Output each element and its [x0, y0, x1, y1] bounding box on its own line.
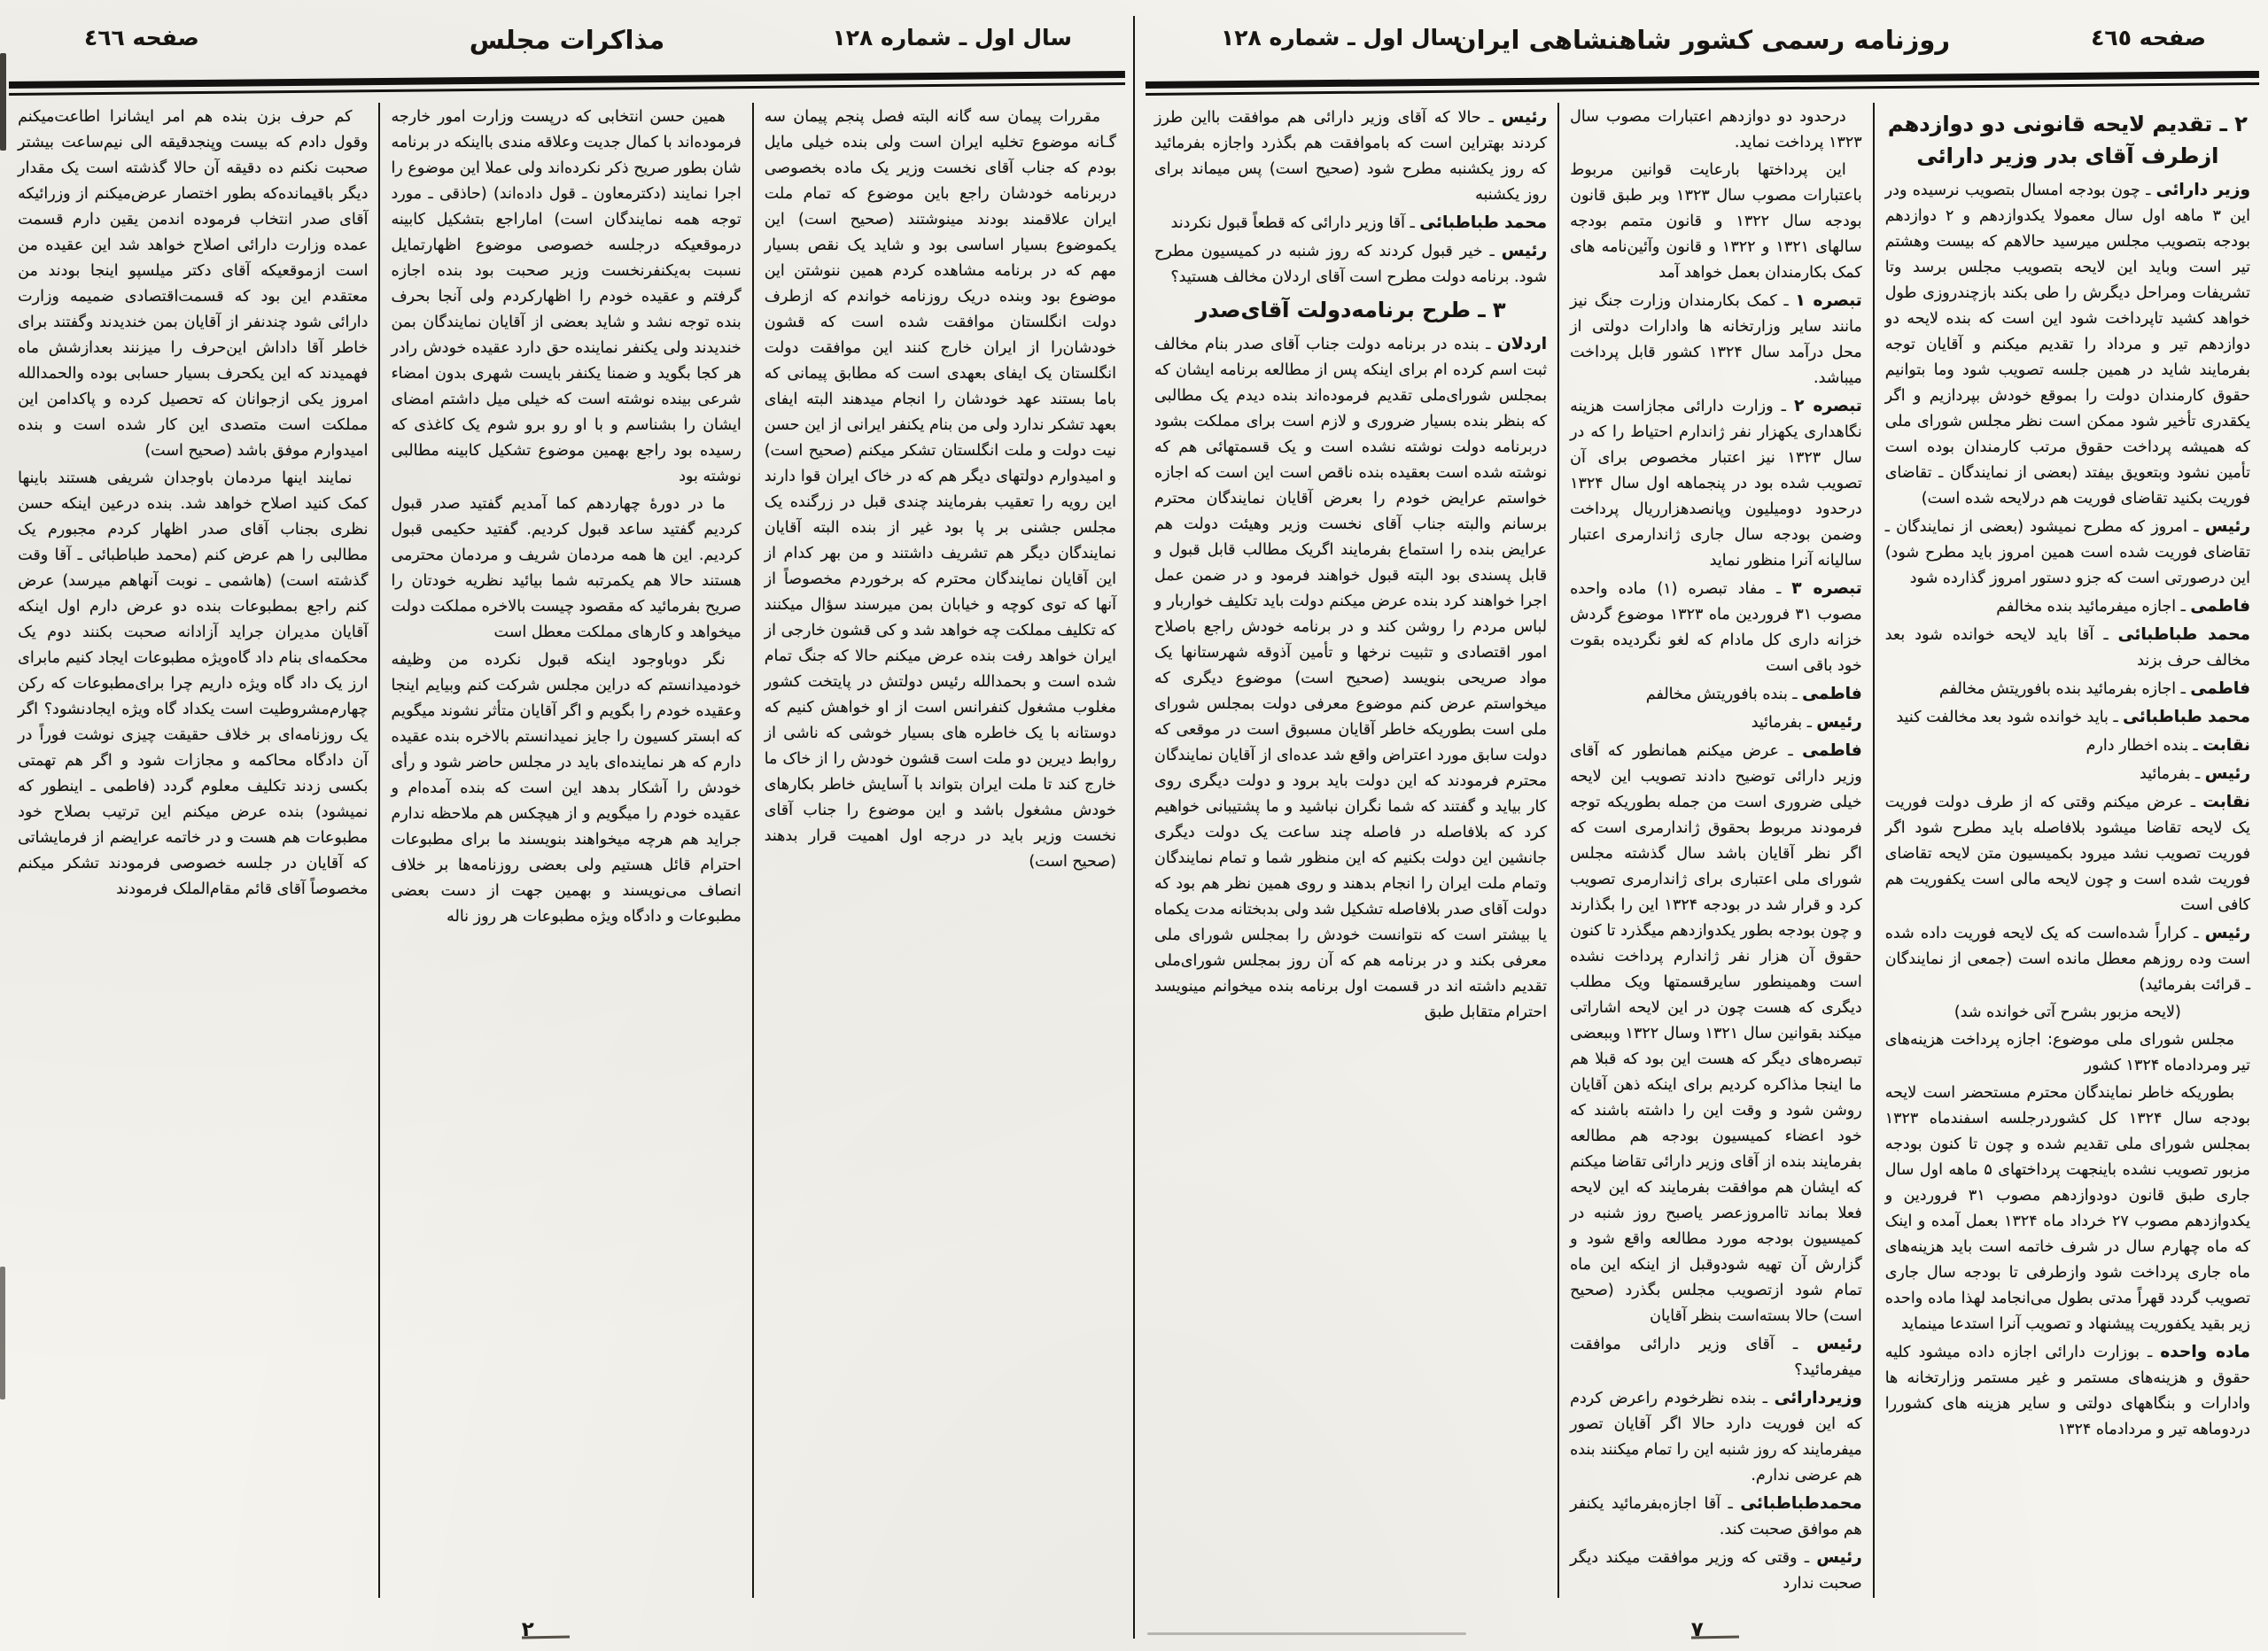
speech-block: رئیس ـ خیر قبول کردند که روز شنبه در کمیسیون مطرح شود. برنامه دولت مطرح است آقای اردلان مخالف هستید؟ — [1154, 242, 1548, 286]
speech-block: رئیس ـ وقتی که وزیر موافقت میکند دیگر صحبت ندارد — [1570, 1548, 1862, 1593]
speaker-name: تبصره ۳ — [1791, 579, 1862, 598]
paragraph: مجلس شورای ملی موضوع: اجازه پرداخت هزینه‌های تیر ومردادماه ۱۳۲۴ کشور — [1884, 1031, 2250, 1074]
speaker-name: تبصره ۲ — [1794, 397, 1862, 415]
speaker-name: رئیس — [1816, 1335, 1862, 1353]
speech-block: تبصره ۳ ـ مفاد تبصره (۱) ماده واحده مصوب ۳۱ فروردین ماه ۱۳۲۳ موضوع گردش خزانه داری کل مادام که لغو نگردیده بقوت خود باقی است — [1570, 579, 1862, 675]
paragraph: همین حسن انتخابی که درپست وزارت امور خارجه فرموده‌اند با کمال جدیت وعلاقه مندی بااینکه در برنامه شان بطور صریح ذکر نکرده‌اند ولی عملا این موضوع را اجرا نمایند (دکترمعاون ـ قول داده‌اند) (حاذقی ـ مورد توجه همه نمایندگان است) اماراجع بتشکیل کابینه درموقعیکه درجلسه خصوصی موضوع اظهارتمایل نسبت به‌یکنفرنخست وزیر صحبت بود بنده اجازه گرفتم و عقیده خودم را اظهارکردم ولی آنجا بحرف بنده توجه نشد و شاید بعضی از آقایان نمایندگان بمن خندیدند ولی یکنفر نماینده حق دارد عقیده خودش رادر هر کجا بگوید و ضمنا یکنفر بایست شهری بدون امضاء شرعی بینده نوشته است که خیلی میل داشتم امضای ایشان را بشناسم و با او رو برو شوم یک کاغذی که رسیده بود راجع بهمین موضوع تشکیل کابینه مطالبی نوشته بود — [391, 108, 742, 485]
column-left — [7, 103, 380, 1598]
section-heading: ۲ ـ تقدیم لایحه قانونی دو دوازدهم ازطرف آقای بدر وزیر دارائی — [1887, 112, 2248, 168]
section-heading: ۳ ـ طرح برنامه‌دولت آقای‌صدر — [1195, 298, 1506, 322]
page-number: صفحه ٤٦٦ — [84, 25, 199, 50]
speech-block: وزیر دارائی ـ چون بودجه امسال بتصویب نرسیده ودر این ۳ ماهه اول سال معمولا یکدوازدهم و ۲ دوازدهم بودجه بتصویب مجلس میرسید حالاهم که بیست وهشتم تیر است وباید این لایحه بتصویب مجلس برسد وتا تشریفات ومراحل دیگرش را طی بکند بازچندروزی طول خواهد کشید تاپرداخت شود این است که بنده لایحه دو دوازدهم تیر و مرداد را تقدیم میکنم و آقایان توجه بفرمایند شاید در همین جلسه تصویب شود وما بتوانیم حقوق کارمندان دولت را بموقع خودش بپردازیم و اگر یکقدری تأخیر شود ممکن است نظر مجلس شورای ملی که همیشه پرداخت حقوق مرتب کارمندان بوده است تأمین نشود وبتعویق بیفتد (بعضی از نمایندگان ـ تقاضای فوریت بکنید تقاضای فوریت هم درلایحه شده است) — [1884, 181, 2250, 508]
speaker-name: اردلان — [1497, 335, 1548, 353]
paragraph: مقررات پیمان سه گانه البته فصل پنجم پیمان سه گـانه موضوع تخلیه ایران است ولی بنده خیلی مایل بودم که جناب آقای نخست وزیر یک ماده بخصوصی دربرنامه خودشان راجع باین موضوع که تمام ملت ایران علاقمند بودند مینوشتند (صحیح است) این یکموضوع بسیار اساسی بود و شاید یک نقص بسیار مهم که در برنامه مشاهده کردم همین ننوشتن این موضوع بود وبنده دریک روزنامه خواندم که ازطرف دولت انگلستان موافقت شده است که قشون خودشان‌را از ایران خارج کنند این موافقت دولت انگلستان یک ایفای بعهدی است که مطابق پیمانی که باما بستند عهد خودشان را انجام میدهند البته ایفای بعهد تشکر ندارد ولی من بنام یکنفر ایرانی از این حسن نیت دولت و ملت انگلستان تشکر میکنم (صحیح است) و امیدوارم دولتهای دیگر هم که در خاک ایران قوا دارند این رویه را تعقیب بفرمایند چندی قبل در زرگنده یک مجلس جشنی بر پا بود غیر از بنده البته آقایان نمایندگان دیگر هم تشریف داشتند و من بهر کدام از این آقایان نمایندگان محترم که برخوردم مخصوصاً از آنها که توی کوچه و خیابان بمن میرسند سؤال میکنند که تکلیف مملکت چه خواهد شد و کی قشون خارجی از ایران خواهد رفت بنده عرض میکنم حالا که جنگ تمام شده است و بحمدالله رئیس دولتش در پایتخت کشور مغلوب مشغول کنفرانس است از او خواهش کنیم که دوستانه با یک خاطره های بسیار خوشی که ناشی از روابط دیرین دو ملت است قشون خودش را از خاک ما خارج کند تا ملت ایران بتواند با آسایش خاطر بکارهای خودش مشغول باشد و این موضوع را جناب آقای نخست وزیر باید در درجه اول اهمیت قرار بدهند (صحیح است) — [764, 108, 1116, 871]
speech-block: محمدطباطبائی ـ آقا اجازه‌بفرمائید یکنفر هم موافق صحبت کند. — [1570, 1494, 1862, 1539]
speech-block: تبصره ۲ ـ وزارت دارائی مجازاست هزینه نگاهداری یکهزار نفر ژاندارم احتیاط را که در سال ۱۳۲۳ نیز اعتبار مخصوص برای آن تصویب شده بود در پنجماهه اول سال ۱۳۲۴ درحدود دومیلیون وپانصدهزارریال پرداخت وضمن بودجه سال جاری ژاندارمری اعتبار سالیانه آنرا منظور نماید — [1570, 397, 1862, 570]
speaker-name: نقابت — [2202, 793, 2250, 811]
speech-block: محمد طباطبائی ـ باید خوانده شود بعد مخالفت کنید — [1896, 708, 2250, 726]
speaker-name: رئیس — [2204, 764, 2250, 783]
proceedings-title: مذاکرات مجلس — [469, 25, 665, 55]
scan-artifact — [0, 1267, 5, 1399]
column-middle — [380, 103, 753, 1598]
paragraph: ما در دورهٔ چهاردهم کما آمدیم گفتید صدر قبول کردیم گفتید ساعد قبول کردیم. گفتید حکیمی قبول کردیم. این ها همه مردمان شریف و مردمان محترمی هستند حالا هم یکمرتبه شما بیائید نظریه خودتان را صریح بفرمائید که مقصود چیست بالاخره مملکت دولت میخواهد و کارهای مملکت معطل است — [391, 495, 742, 641]
speaker-name: محمد طباطبائی — [2117, 625, 2250, 644]
page-466-columns — [7, 103, 1127, 1598]
speech-block: نقابت ـ عرض میکنم وقتی که از طرف دولت فوریت یک لایحه تقاضا میشود بلافاصله باید مطرح شود اگر فوریت تصویب نشد میرود بکمیسیون متن لایحه تقاضای فوریت شده است و چون لایحه مالی است یکفوریت هم کافی است — [1884, 793, 2250, 914]
speech-block: اردلان ـ بنده در برنامه دولت جناب آقای صدر بنام مخالف ثبت اسم کرده ام برای اینکه پس از مطالعه برنامه ایشان که بمجلس شورای‌ملی تقدیم فرموده‌اند بنده دیدم یک مطالبی که بنظر بنده بسیار ضروری و لازم است برای مملکت بشود دربرنامه دولت نوشته نشده است و یک قسمتهائی هم که نوشته شده است بعقیده بنده ناقص است این است که اجازه خواستم عرایض خودم را بعرض آقایان نمایندگان محترم برسانم والبته جناب آقای نخست وزیر وهیئت دولت هم عرایض بنده را استماع بفرمایند اگریک مطالب قابل قبول و قابل پسندی بود البته قبول خواهند فرمود و در ضمن عمل اجرا خواهند کرد بنده عرض میکنم دولت باید تکلیف خواربار و لباس مردم را روشن کند و در برنامه خودش راجع باصلاح امور اقتصادی و تثبیت نرخها و تأمین آذوقه شهرستانها یک مواد صریحی بنویسد (صحیح است) موضوع دیگری که میخواستم عرض کنم موضوع معرفی دولت بمجلس شورای ملی است بطوریکه خاطر آقایان مسبوق است در موقعی که دولت سابق مورد اعتراض واقع شد عده‌ای از آقایان نمایندگان محترم فرمودند که این دولت باید برود و دولت دیگری روی کار بیاید و گفتند که شما نگران نباشید و ما پشتیبانی خواهیم کرد که بلافاصله در فاصله چند ساعت یک دولت دیگری جانشین این دولت بکنیم که این منظور شما و تمام نمایندگان وتمام ملت ایران را انجام بدهند و روی همین نظر هم بود که دولت آقای صدر بلافاصله تشکیل شد ولی بدبختانه مدت یکماه یا بیشتر است که نتوانست خودش را بمجلس شورای ملی معرفی بکند و در برنامه هم که آن روز بمجلس شورای‌ملی تقدیم داشته اند در قسمت اول برنامه بنده میخوانم مینویسد احترام متقابل طبق — [1154, 335, 1548, 1021]
page-465 — [1137, 0, 2268, 1651]
speech-block: فاطمی ـ بنده بافوریتش مخالفم — [1645, 685, 1862, 703]
speech-block: تبصره ۱ ـ کمک بکارمندان وزارت جنگ نیز مانند سایر وزارتخانه ها وادارات دولتی از محل درآمد سال ۱۳۲۴ کشور قابل پرداخت میباشد. — [1570, 291, 1862, 387]
signature-mark: ۷ — [1690, 1618, 1704, 1641]
column-right — [1875, 103, 2261, 1598]
speech-block: فاطمی ـ عرض میکنم همانطور که آقای وزیر دارائی توضیح دادند تصویب این لایحه خیلی ضروری است من جمله بطوریکه توجه فرمودند مربوط بحقوق ژاندارمری است که اگر نظر آقایان باشد سال گذشته مجلس شورای ملی اعتباری برای ژاندارمری تصویب کرد و قرار شد در بودجه ۱۳۲۴ این را بگذارند و چون بودجه بطور یکدوازدهم میگذرد تا کنون حقوق آن هزار نفر ژاندارم پرداخت نشده است وهمینطور سایرقسمتها ویک مطلب دیگری که هست چون در این لایحه اشاراتی میکند بقوانین سال ۱۳۲۱ وسال ۱۳۲۲ وببعضی تبصره‌های دیگر که هست این بود که قبلا هم ما اینجا مذاکره کردیم برای اینکه ذهن آقایان روشن شود و وقت این را داشته باشند که خود اعضاء کمیسیون بودجه هم مطالعه بفرمایند بنده از آقای وزیر دارائی تقاضا میکنم که ایشان هم موافقت بفرمایند که این لایحه فعلا بماند تاامروزعصر یاصبح روز شنبه در کمیسیون بودجه مورد مطالعه واقع شود و گزارش آن تهیه شودوقبل از اینکه این ماه تمام شود ازتصویب مجلس بگذرد (صحیح است) حالا بسته‌است بنظر آقایان — [1570, 741, 1862, 1325]
speaker-name: محمد طباطبائی — [1419, 213, 1548, 232]
speaker-name: رئیس — [1501, 108, 1548, 127]
issue-label: سال اول ـ شماره ۱۲۸ — [832, 25, 1072, 50]
speech-block: فاطمی ـ اجازه بفرمائید بنده بافوریتش مخالفم — [1938, 679, 2250, 698]
speaker-name: فاطمی — [2190, 679, 2250, 698]
speaker-name: رئیس — [2204, 924, 2250, 942]
speaker-name: نقابت — [2202, 736, 2250, 755]
speech-block: فاطمی ـ اجازه میفرمائید بنده مخالفم — [1996, 597, 2250, 616]
speech-block: رئیس ـ آقای وزیر دارائی موافقت میفرمائید؟ — [1570, 1335, 1862, 1379]
gazette-title: روزنامه رسمی کشور شاهنشاهی ایران — [1454, 25, 1951, 55]
scan-artifact — [1147, 1632, 1466, 1635]
issue-label: سال اول ـ شماره ۱۲۸ — [1221, 25, 1461, 50]
paragraph: درحدود دو دوازدهم اعتبارات مصوب سال ۱۳۲۳ پرداخت نماید. — [1570, 108, 1862, 151]
speech-block: رئیس ـ بفرمائید — [1751, 713, 1862, 732]
speaker-name: فاطمی — [2190, 597, 2250, 616]
paragraph: بطوریکه خاطر نمایندگان محترم مستحضر است لایحه بودجه سال ۱۳۲۴ کل کشوردرجلسه اسفندماه ۱۳۲۳ بمجلس شورای ملی تقدیم شده و چون تا کنون بودجه مزبور تصویب نشده باینجهت پرداختهای ۵ ماهه اول سال جاری طبق قانون دودوازدهم مصوب ۳۱ فروردین و یکدوازدهم مصوب ۲۷ خرداد ماه ۱۳۲۴ بعمل آمده و اینک که ماه چهارم سال در شرف خاتمه است باید هزینه‌های ماه جاری پرداخت شود وازطرفی تا بودجه سال جاری تصویب گردد قهراً مدتی بطول می‌انجامد لهذا ماده واحده زیر بقید یکفوریت پیشنهاد و تصویب آنرا استدعا مینماید — [1884, 1084, 2251, 1333]
paragraph: نمایند اینها مردمان باوجدان شریفی هستند باینها کمک کنید اصلاح خواهد شد. بنده درعین اینکه حسن نظری بجناب آقای صدر اظهار کردم مجبورم یک مطالبی را هم عرض کنم (محمد طباطبائی ـ آقا وقت گذشته است) (هاشمی ـ نوبت آنهاهم میرسد) عرض کنم راجع بمطبوعات بنده دو عرض دارم اول اینکه آقایان مدیران جراید آزادانه صحبت بکنند دوم یک محکمه‌ای بنام داد گاه‌ویژه مطبوعات ایجاد کنیم مابرای ارز یک داد گاه ویژه داریم چرا برای‌مطبوعات که رکن چهارم‌مشروطیت است یکداد گاه ویژه ایجادنشود؟ اگر یک روزنامه‌ای بر خلاف حقیقت چیزی نوشت فوراً در آن دادگاه محاکمه و مجازات شود و اگر هم تهمتی بکسی زدند تکلیف معلوم گردد (فاطمی ـ اینطور که نمیشود) بنده عرض میکنم این ترتیب بصلاح خود مطبوعات هم هست و در خاتمه عرایضم از فرمایشاتی که آقایان در جلسه خصوصی فرمودند تشکر میکنم مخصوصاً آقای قائم مقام‌الملک فرمودند — [18, 469, 369, 898]
speaker-name: فاطمی — [1802, 685, 1862, 703]
page-divider — [1133, 16, 1135, 1639]
speech-block: رئیس ـ بفرمائید — [2140, 764, 2250, 783]
paragraph: کم حرف بزن بنده هم امر ایشانرا اطاعت‌میکنم وقول دادم که بیست وپنجدقیقه الی نیم‌ساعت بیشتر صحبت نکنم ده دقیقه آن حالا گذشته است یک مقدار دیگر باقیمانده‌که بطور اختصار عرض‌میکنم از وزرائیکه آقای صدر انتخاب فرموده اندمن یقین دارم قسمت عمده وزارت دارائی اصلاح خواهد شد این عقیده من است ازموقعیکه آقای دکتر میلسپو اینجا بودند من معتقدم این بود که قسمت‌اقتصادی ضمیمه وزارت دارائی شود چندنفر از آقایان بمن خندیدند وگفتند برای خاطر آقا داداش این‌حرف را میزنند بعدازشش ماه فهمیدند که این یکحرف بسیار حسابی بوده والحمدالله امروز یکی ازجوانان که تحصیل کرده و پاکدامن این مملکت است متصدی این کار شده است و بنده امیدوارم موفق باشد (صحیح است) — [18, 108, 369, 460]
speaker-name: وزیر دارائی — [2155, 181, 2250, 199]
speaker-name: رئیس — [1816, 1548, 1862, 1567]
page-number: صفحه ٤٦٥ — [2091, 25, 2206, 50]
speech-block: وزیردارائی ـ بنده نظرخودم راعرض کردم که این فوریت دارد حالا اگر آقایان تصور میفرمایند که روز شنبه این را تمام میکنند بنده هم عرضی ندارم. — [1570, 1389, 1862, 1484]
speech-block: ماده واحده ـ بوزارت دارائی اجازه داده میشود کلیه حقوق و هزینه‌های مستمر و غیر مستمر وزارتخانه ها وادارات و بنگاههای دولتی و سایر هزینه های کشوررا دردوماهه تیر و مردادماه ۱۳۲۴ — [1884, 1343, 2250, 1438]
speaker-name: رئیس — [1501, 242, 1548, 260]
speech-block: محمد طباطبائی ـ آقا باید لایحه خوانده شود بعد مخالف حرف بزند — [1884, 625, 2250, 670]
speaker-name: فاطمی — [1802, 741, 1862, 760]
column-left — [1144, 103, 1559, 1598]
column-right — [754, 103, 1127, 1598]
column-middle — [1559, 103, 1875, 1598]
speech-block: رئیس ـ کراراً شده‌است که یک لایحه فوریت داده شده است وده روزهم معطل مانده است (جمعی از نمایندگان ـ قرائت بفرمائید) — [1884, 924, 2250, 994]
paragraph: این پرداختها بارعایت قوانین مربوط باعتبارات مصوب سال ۱۳۲۳ وبر طبق قانون بودجه سال ۱۳۲۲ و قانون متمم بودجه سالهای ۱۳۲۱ و ۱۳۲۲ و قانون وآئین‌نامه های کمک بکارمندان بعمل خواهد آمد — [1570, 161, 1862, 282]
stage-note: (لایحه مزبور بشرح آتی خوانده شد) — [1953, 1004, 2181, 1021]
speaker-name: وزیردارائی — [1774, 1389, 1862, 1407]
speech-block: محمد طباطبائی ـ آقا وزیر دارائی که قطعاً قبول نکردند — [1170, 213, 1548, 232]
paragraph: نگر دوباوجود اینکه قبول نکرده من وظیفه خودمیدانستم که دراین مجلس شرکت کنم وبیایم اینجا وعقیده خودم را بگویم و اگر آقایان متأثر نشوند میگویم که ابستر کسیون را جایز نمیدانستم بالاخره بنده عقیده دارم که هر نماینده‌ای باید در مجلس حاضر شود و رأی خودش را آشکار بدهد این است که بنده آمده‌ام و عقیده خودم را میگویم و از هیچکس هم ملاحظه ندارم جراید هم هرچه میخواهند بنویسند ما برای مطبوعات احترام قائل هستیم ولی بعضی روزنامه‌ها بر خلاف انصاف می‌نویسند و بهمین جهت از دست بعضی مطبوعات و دادگاه ویژه مطبوعات هر روز ناله — [391, 651, 742, 926]
speaker-name: محمدطباطبائی — [1740, 1494, 1862, 1513]
speaker-name: ماده واحده — [2160, 1343, 2250, 1361]
speech-block: نقابت ـ بنده اخطار دارم — [2085, 736, 2250, 755]
speaker-name: تبصره ۱ — [1795, 291, 1862, 310]
speaker-name: رئیس — [2204, 517, 2250, 536]
scan-artifact — [0, 53, 6, 151]
speaker-name: محمد طباطبائی — [2123, 708, 2250, 726]
page-465-columns — [1144, 103, 2261, 1598]
speaker-name: رئیس — [1816, 713, 1862, 732]
speech-block: رئیس ـ امروز که مطرح نمیشود (بعضی از نمایندگان ـ تقاضای فوریت شده است همین امروز باید مطرح شود) این درصورتی است که جزو دستور امروز گذارده شود — [1884, 517, 2250, 587]
signature-mark: ۲ — [521, 1618, 534, 1641]
speech-block: رئیس ـ حالا که آقای وزیر دارائی هم موافقت بااین طرز کردند بهتراین است که باموافقت هم بگذرد واجازه بفرمائید که روز یکشنبه مطرح شود (صحیح است) پس میماند برای روز یکشنبه — [1154, 108, 1548, 204]
